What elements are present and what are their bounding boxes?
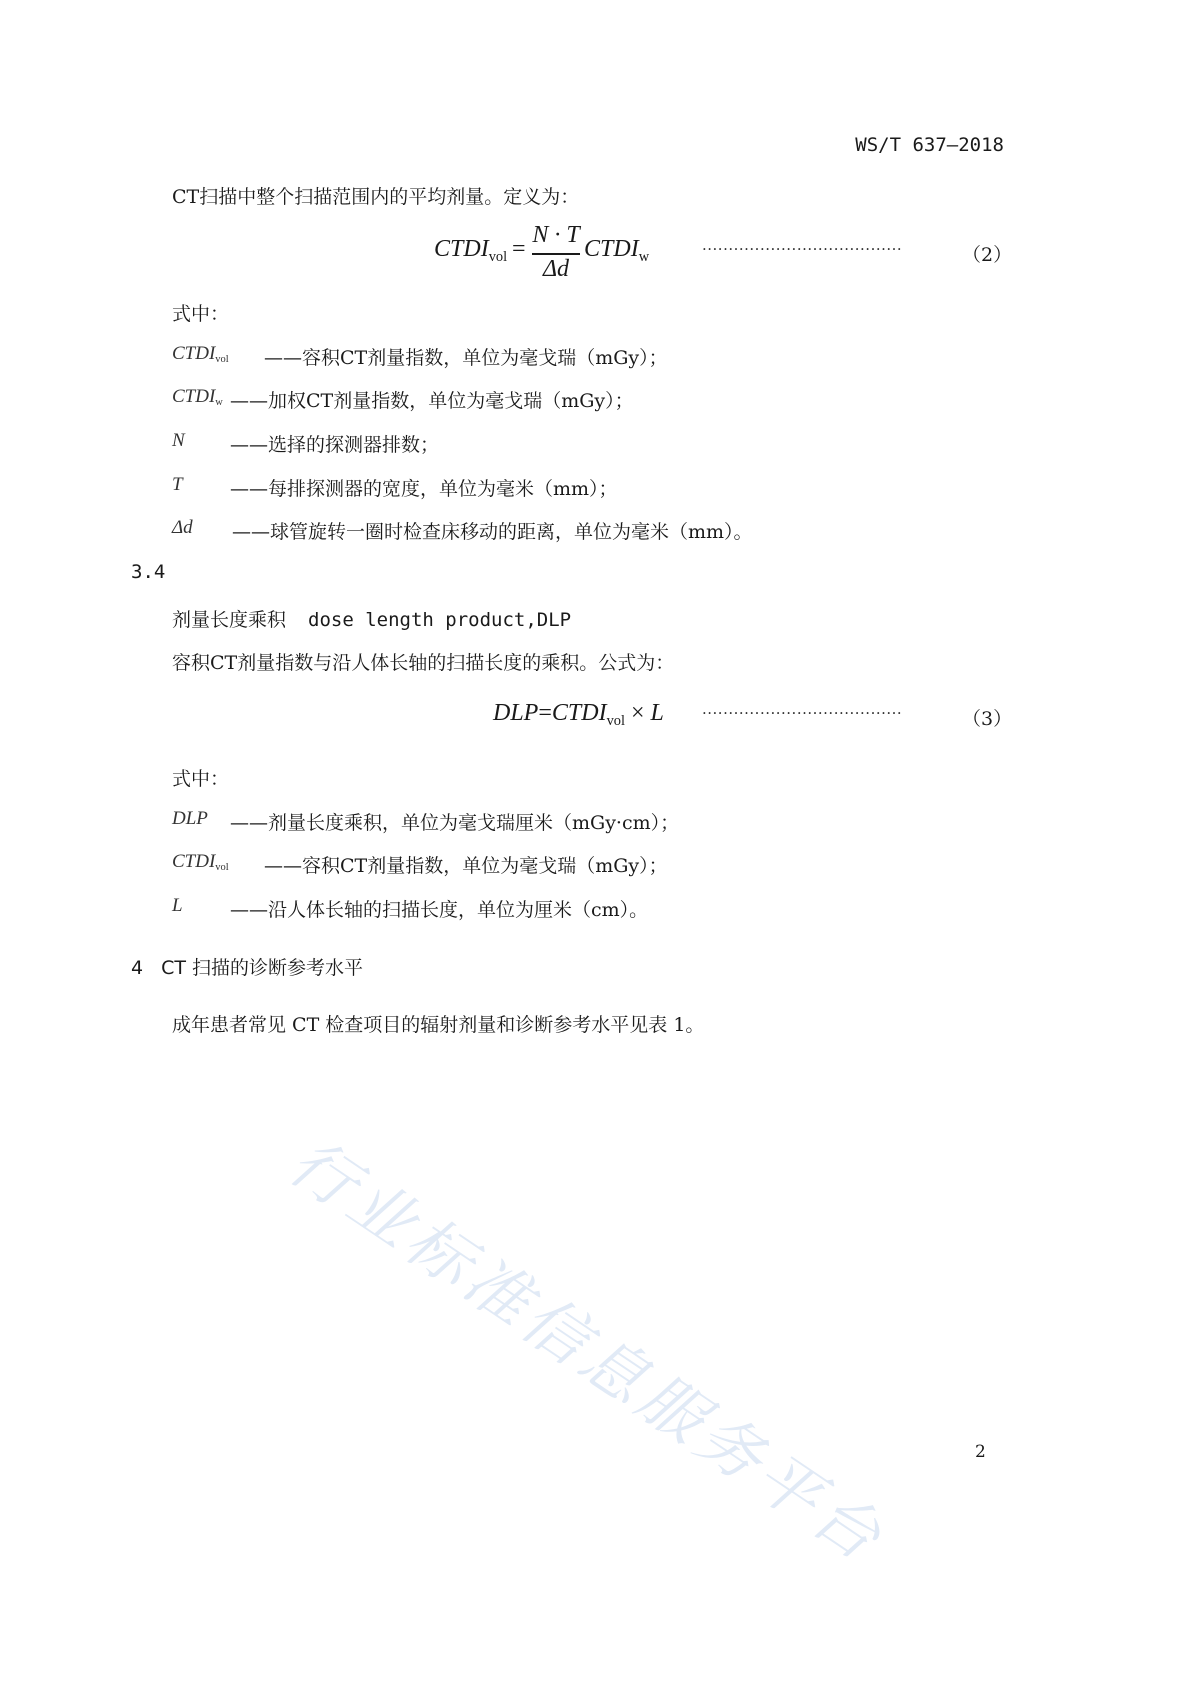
def-description: ——剂量长度乘积，单位为毫戈瑞厘米（mGy·cm）； bbox=[230, 812, 680, 834]
watermark: 行业标准信息服务平台 bbox=[275, 1125, 898, 1579]
def-description: ——选择的探测器排数； bbox=[230, 434, 440, 456]
def-symbol: Δd bbox=[172, 517, 193, 538]
def-symbol: CTDIvol bbox=[172, 851, 229, 874]
def-description: ——加权CT剂量指数，单位为毫戈瑞（mGy）； bbox=[230, 390, 634, 412]
def-symbol: DLP bbox=[172, 808, 208, 829]
formula2-denominator: Δd bbox=[542, 256, 570, 282]
def-symbol: T bbox=[172, 474, 183, 495]
fraction-bar bbox=[532, 253, 580, 255]
where-label: 式中： bbox=[172, 303, 230, 325]
term-cn: 剂量长度乘积 bbox=[172, 609, 287, 631]
formula3-expression: $DLP=CTDI_{vol} \times L$ bbox=[493, 700, 664, 730]
def-symbol: N bbox=[172, 430, 185, 451]
standard-id-header: WS/T 637—2018 bbox=[855, 134, 1004, 156]
formula2-number: （2） bbox=[962, 244, 1013, 266]
formula3-leader-dots: ······································ bbox=[702, 704, 903, 722]
dlp-definition-text: 容积CT剂量指数与沿人体长轴的扫描长度的乘积。公式为： bbox=[172, 652, 675, 674]
def-description: ——每排探测器的宽度，单位为毫米（mm）； bbox=[230, 478, 618, 500]
section-4-title: CT 扫描的诊断参考水平 bbox=[161, 957, 364, 979]
section-number-4: 4 bbox=[131, 957, 144, 979]
formula2-lhs: $CTDI_{vol}$ bbox=[434, 236, 508, 266]
def-description: ——容积CT剂量指数，单位为毫戈瑞（mGy）； bbox=[264, 347, 668, 369]
term-en: dose length product,DLP bbox=[308, 609, 572, 631]
def-description: ——球管旋转一圈时检查床移动的距离，单位为毫米（mm）。 bbox=[232, 521, 753, 543]
section-number-3-4: 3.4 bbox=[131, 561, 166, 583]
def-symbol: CTDIvol bbox=[172, 343, 229, 366]
def-symbol: L bbox=[172, 895, 183, 916]
def-description: ——沿人体长轴的扫描长度，单位为厘米（cm）。 bbox=[230, 899, 649, 921]
def-description: ——容积CT剂量指数，单位为毫戈瑞（mGy）； bbox=[264, 855, 668, 877]
formula2-rhs: $CTDI_w$ bbox=[584, 236, 650, 266]
section-4-heading bbox=[131, 953, 363, 980]
page-number: 2 bbox=[975, 1442, 986, 1462]
ctdivol-definition-text: CT扫描中整个扫描范围内的平均剂量。定义为： bbox=[172, 186, 580, 208]
formula3-number: （3） bbox=[962, 708, 1013, 730]
term-heading bbox=[172, 605, 571, 632]
formula2-equals: = bbox=[512, 236, 526, 262]
formula2-numerator: N · T bbox=[532, 222, 580, 248]
def-symbol: CTDIw bbox=[172, 386, 223, 409]
where-label: 式中： bbox=[172, 768, 230, 790]
formula2-leader-dots: ······································ bbox=[702, 240, 903, 258]
section-4-body: 成年患者常见 CT 检查项目的辐射剂量和诊断参考水平见表 1。 bbox=[172, 1014, 705, 1036]
